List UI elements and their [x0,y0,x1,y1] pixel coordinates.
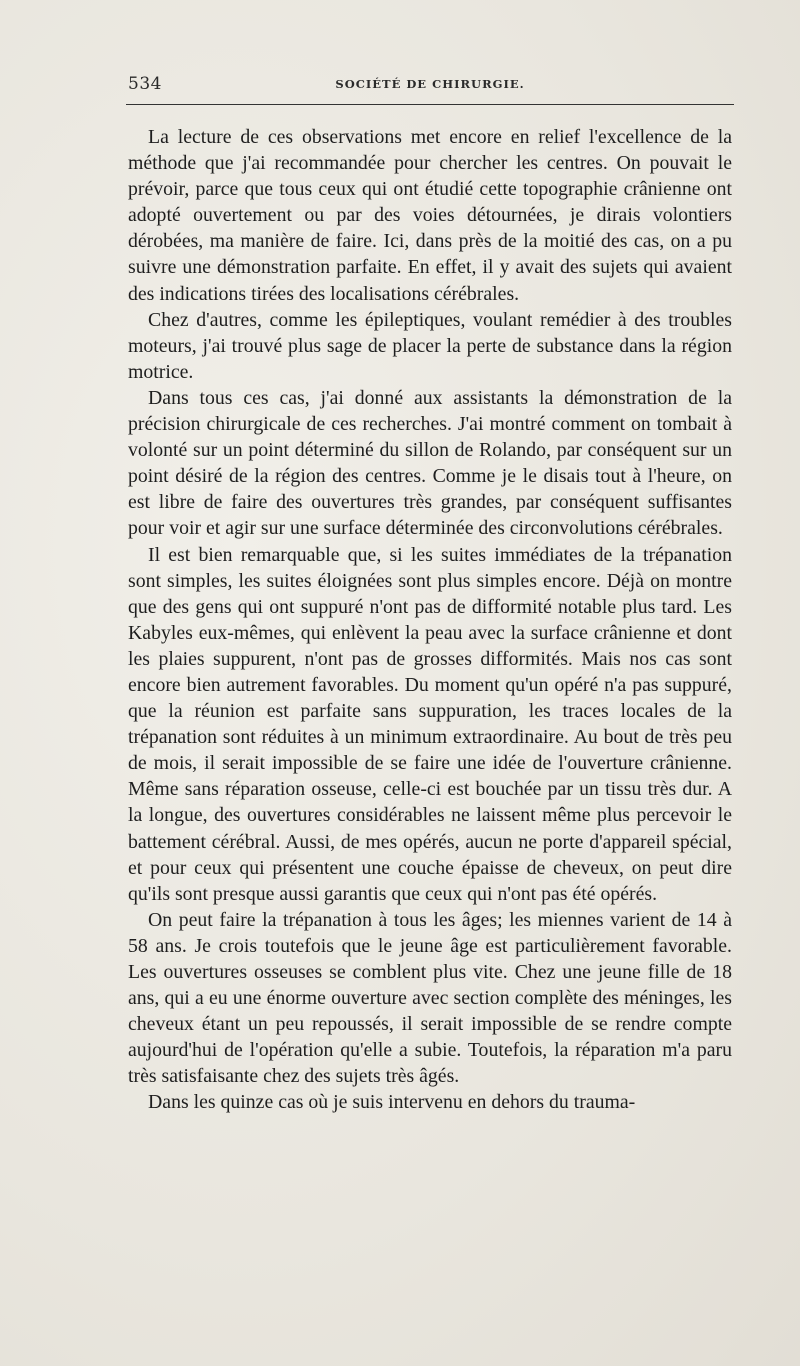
header-rule [126,104,734,105]
page-header [128,74,732,98]
paragraph: On peut faire la trépanation à tous les âges; les miennes varient de 14 à 58 ans. Je crois toutefois que le jeune âge est particulièrement favorable. Les ouvertures osseuses se comblent plus vite. Chez une jeune fille de 18 ans, qui a eu une énorme ouverture avec section complète des méninges, les cheveux étant un peu repoussés, il serait impossible de se rendre compte aujourd'hui de l'opération qu'elle a subie. Toutefois, la réparation m'a paru très satisfaisante chez des sujets très âgés. [128,908,732,1088]
body-text [128,124,732,1116]
paragraph: Dans tous ces cas, j'ai donné aux assistants la démonstration de la précision chirurgicale de ces recherches. J'ai montré comment on tombait à volonté sur un point déterminé du sillon de Rolando, par conséquent sur un point désiré de la région des centres. Comme je le disais tout à l'heure, on est libre de faire des ouvertures très grandes, par conséquent suffisantes pour voir et agir sur une surface déterminée des circonvolutions cérébrales. [128,386,732,540]
paragraph: Chez d'autres, comme les épileptiques, voulant remédier à des troubles moteurs, j'ai trouvé plus sage de placer la perte de substance dans la région motrice. [128,308,732,383]
page-number: 534 [128,74,162,94]
paragraph: La lecture de ces observations met encore en relief l'excellence de la méthode que j'ai recommandée pour chercher les centres. On pouvait le prévoir, parce que tous ceux qui ont étudié cette topographie crânienne ont adopté ouvertement ou par des voies détournées, je dirais volontiers dérobées, ma manière de faire. Ici, dans près de la moitié des cas, on a pu suivre une démonstration parfaite. En effet, il y avait des sujets qui avaient des indications tirées des localisations cérébrales. [128,126,732,305]
paragraph: Il est bien remarquable que, si les suites immédiates de la trépanation sont simples, les suites éloignées sont plus simples encore. Déjà on montre que des gens qui ont suppuré n'ont pas de difformité notable plus tard. Les Kabyles eux-mêmes, qui enlèvent la peau avec la surface crânienne et dont les plaies suppurent, n'ont pas de grosses difformités. Mais nos cas sont encore bien autrement favorables. Du moment qu'un opéré n'a pas suppuré, que la réunion est parfaite sans suppuration, les traces locales de la trépanation sont réduites à un minimum extraordinaire. Au bout de très peu de mois, il serait impossible de se faire une idée de l'ouverture crânienne. Même sans réparation osseuse, celle-ci est bouchée par un tissu très dur. A la longue, des ouvertures considérables ne laissent même plus percevoir le battement cérébral. Aussi, de mes opérés, aucun ne porte d'appareil spécial, et pour ceux qui présentent une couche épaisse de cheveux, on peut dire qu'ils sont presque aussi garantis que ceux qui n'ont pas été opérés. [128,543,732,905]
paragraph: Dans les quinze cas où je suis intervenu en dehors du trauma- [148,1091,636,1114]
running-title: SOCIÉTÉ DE CHIRURGIE. [335,77,525,91]
